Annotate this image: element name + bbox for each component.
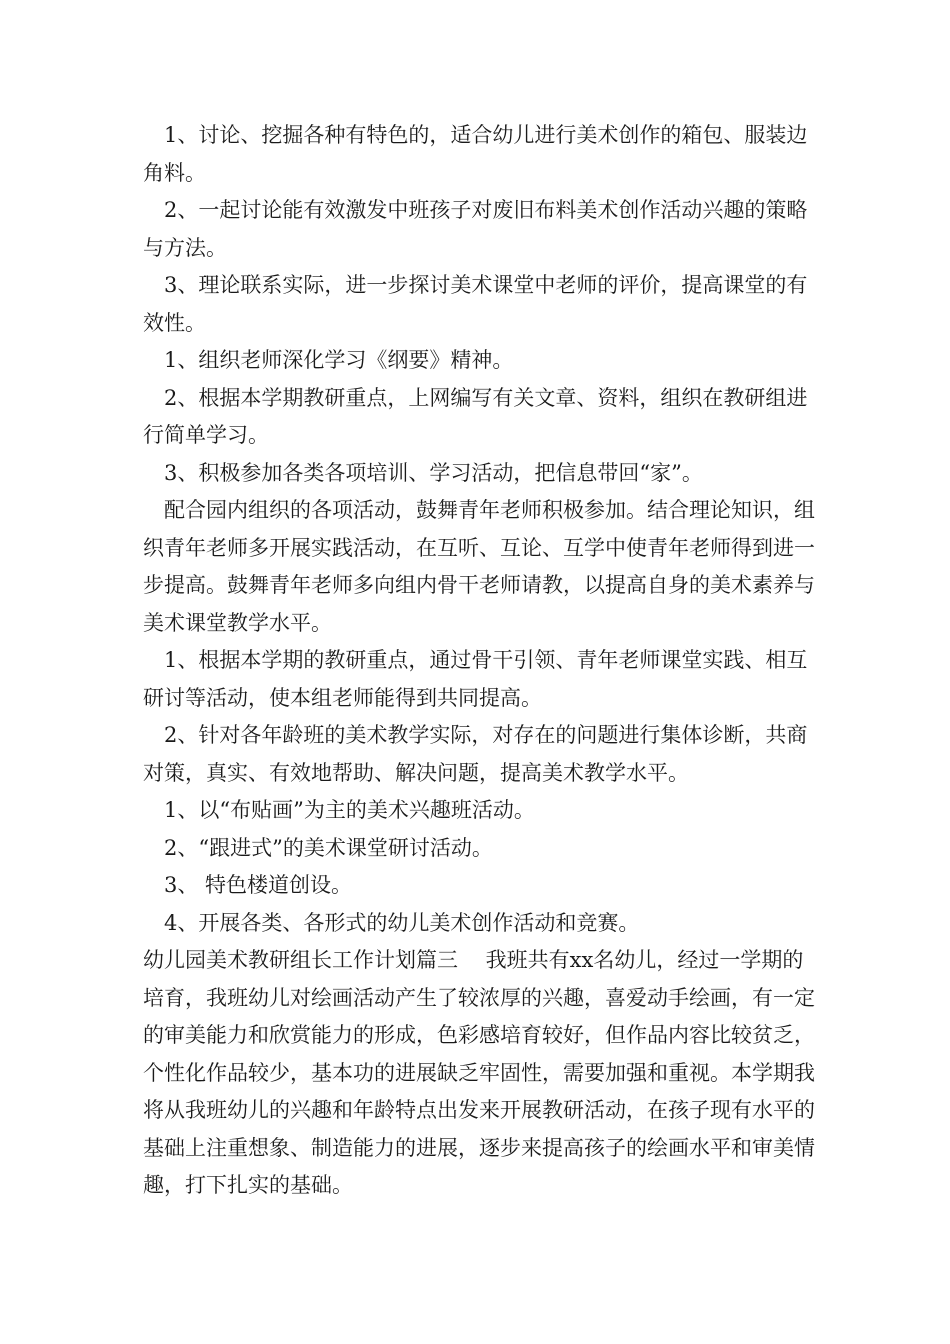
paragraph-theory-practice: 3、理论联系实际，进一步探讨美术课堂中老师的评价，提高课堂的有效性。 [143,273,808,335]
paragraph-diagnosis: 2、针对各年龄班的美术教学实际，对存在的问题进行集体诊断，共商对策，真实、有效地帮助、解决问题，提高美术教学水平。 [143,723,808,785]
paragraph-corridor: 3、 特色楼道创设。 [164,873,353,897]
document-body [143,117,818,1205]
paragraph-study-outline: 1、组织老师深化学习《纲要》精神。 [164,348,514,372]
paragraph-training: 3、积极参加各类各项培训、学习活动，把信息带回“家”。 [164,460,703,485]
paragraph-research-focus: 2、根据本学期教研重点，上网编写有关文章、资料，组织在教研组进行简单学习。 [143,385,808,447]
paragraph-plan-part-three: 幼儿园美术教研组长工作计划篇三 我班共有xx名幼儿，经过一学期的培育，我班幼儿对绘画活动产生了较浓厚的兴趣，喜爱动手绘画，有一定的审美能力和欣赏能力的形成，色彩感培育较好，但作品内容比较贫乏，个性化作品较少，基本功的进展缺乏牢固性，需要加强和重视。本学期我将从我班幼儿的兴趣和年龄特点出发来开展教研活动，在孩子现有水平的基础上注重想象、制造能力的进展，逐步来提高孩子的绘画水平和审美情趣，打下扎实的基础。 [143,948,815,1197]
paragraph-discuss-materials: 1、讨论、挖掘各种有特色的，适合幼儿进行美术创作的箱包、服装边角料。 [143,123,808,185]
paragraph-discuss-strategies: 2、一起讨论能有效激发中班孩子对废旧布料美术创作活动兴趣的策略与方法。 [143,198,808,260]
paragraph-young-teachers: 配合园内组织的各项活动，鼓舞青年老师积极参加。结合理论知识，组织青年老师多开展实践活动，在互听、互论、互学中使青年老师得到进一步提高。鼓舞青年老师多向组内骨干老师请教，以提高自身的美术素养与美术课堂教学水平。 [143,498,815,635]
paragraph-backbone-lead: 1、根据本学期的教研重点，通过骨干引领、青年老师课堂实践、相互研讨等活动，使本组老师能得到共同提高。 [143,648,808,710]
paragraph-competitions: 4、开展各类、各形式的幼儿美术创作活动和竞赛。 [164,910,640,935]
paragraph-follow-up: 2、“跟进式”的美术课堂研讨活动。 [164,835,493,860]
paragraph-interest-class: 1、以“布贴画”为主的美术兴趣班活动。 [164,798,535,822]
